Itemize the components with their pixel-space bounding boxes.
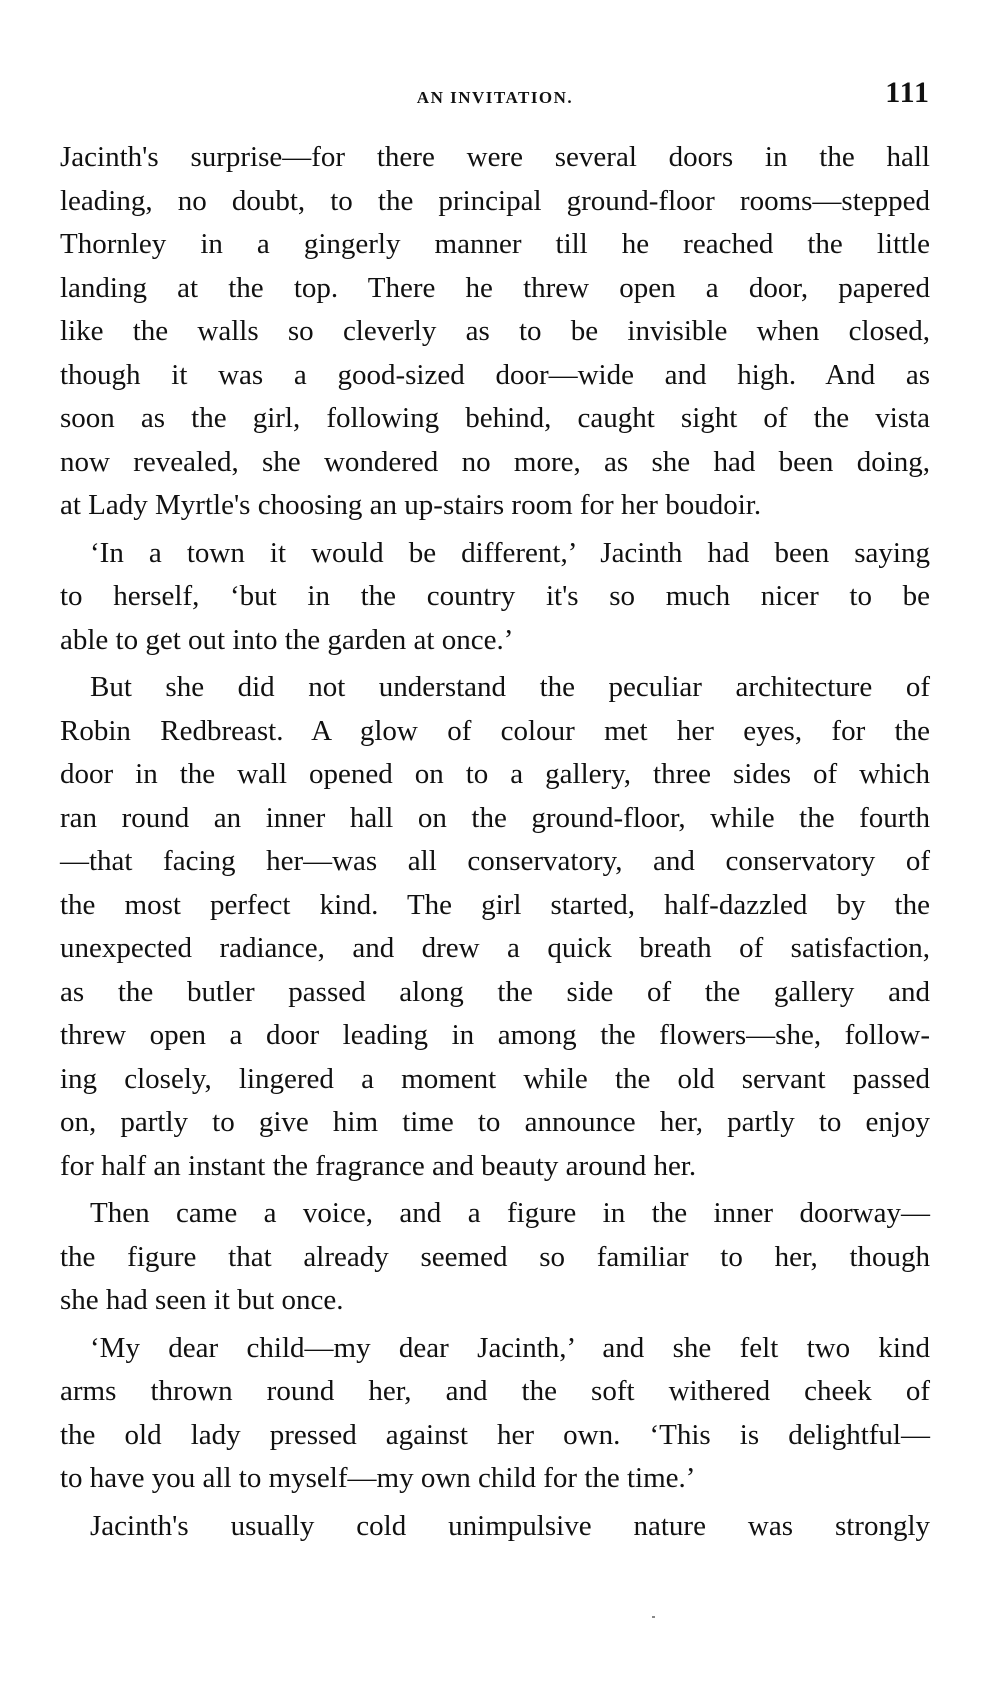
paragraph: [60, 1192, 930, 1323]
paragraph: [60, 666, 930, 1188]
text-line: Then came a voice, and a figure in the inner doorway—: [90, 1197, 930, 1229]
text-line: like the walls so cleverly as to be invisible when closed,: [60, 315, 930, 347]
page-number: 111: [885, 76, 930, 109]
paragraph: [60, 1505, 930, 1549]
text-line: unexpected radiance, and drew a quick breath of satisfaction,: [60, 932, 930, 964]
text-line: threw open a door leading in among the flowers—she, follow-: [60, 1019, 930, 1051]
text-line: at Lady Myrtle's choosing an up-stairs room for her boudoir.: [60, 489, 762, 521]
paragraph: [60, 1327, 930, 1501]
print-speck: [652, 1616, 655, 1618]
text-line: Robin Redbreast. A glow of colour met her eyes, for the: [60, 714, 930, 747]
text-line: ‘In a town it would be different,’ Jacinth had been saying: [90, 536, 930, 569]
text-line: the old lady pressed against her own. ‘This is delightful—: [60, 1418, 930, 1451]
text-line: ran round an inner hall on the ground-floor, while the fourth: [60, 801, 930, 834]
text-line: door in the wall opened on to a gallery, three sides of which: [60, 758, 930, 790]
text-line: But she did not understand the peculiar architecture of: [90, 671, 930, 703]
text-line: arms thrown round her, and the soft withered cheek of: [60, 1375, 930, 1407]
text-line: to herself, ‘but in the country it's so much nicer to be: [60, 580, 930, 612]
text-line: as the butler passed along the side of the gallery and: [60, 975, 930, 1008]
body-text: [60, 136, 930, 1548]
text-line: —that facing her—was all conservatory, and conservatory of: [60, 845, 930, 877]
text-line: Jacinth's surprise—for there were several doors in the hall: [60, 141, 930, 173]
text-line: though it was a good-sized door—wide and high. And as: [60, 358, 930, 391]
text-line: she had seen it but once.: [60, 1284, 344, 1316]
paragraph: [60, 136, 930, 528]
text-line: soon as the girl, following behind, caught sight of the vista: [60, 402, 930, 434]
text-line: Jacinth's usually cold unimpulsive nature was strongly: [90, 1509, 930, 1542]
running-title: AN INVITATION.: [416, 88, 574, 107]
text-line: Thornley in a gingerly manner till he reached the little: [60, 228, 930, 260]
text-line: now revealed, she wondered no more, as she had been doing,: [60, 445, 930, 478]
text-line: leading, no doubt, to the principal ground-floor rooms—stepped: [60, 184, 930, 217]
text-line: the most perfect kind. The girl started, half-dazzled by the: [60, 888, 930, 921]
text-line: ‘My dear child—my dear Jacinth,’ and she felt two kind: [90, 1331, 930, 1364]
text-line: ing closely, lingered a moment while the old servant passed: [60, 1062, 930, 1095]
paragraph: [60, 532, 930, 663]
text-line: able to get out into the garden at once.’: [60, 623, 514, 656]
running-head: [60, 72, 930, 122]
text-line: landing at the top. There he threw open a door, papered: [60, 271, 930, 304]
book-page: [60, 72, 930, 1552]
text-line: the figure that already seemed so familiar to her, though: [60, 1240, 930, 1273]
text-line: for half an instant the fragrance and beauty around her.: [60, 1149, 697, 1182]
text-line: to have you all to myself—my own child for the time.’: [60, 1462, 696, 1494]
text-line: on, partly to give him time to announce her, partly to enjoy: [60, 1106, 930, 1138]
